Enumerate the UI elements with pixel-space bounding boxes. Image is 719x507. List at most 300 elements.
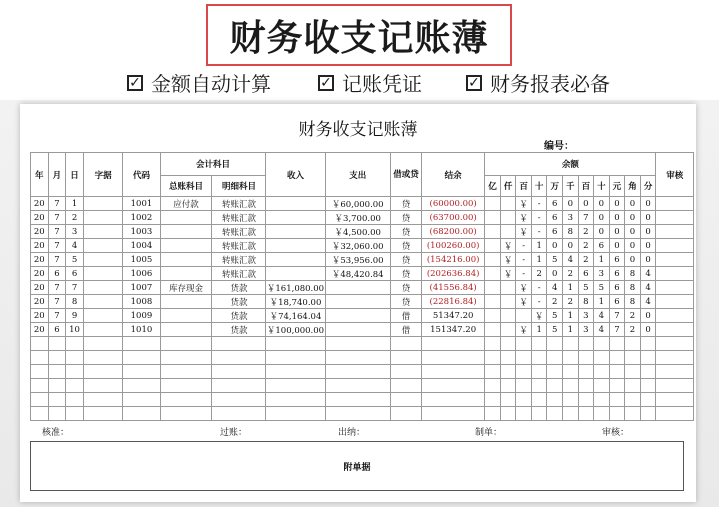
- empty-cell: [547, 407, 563, 421]
- empty-cell: [609, 337, 625, 351]
- cell-detail-account: 货款: [212, 323, 266, 337]
- cell-digit: 5: [547, 309, 563, 323]
- cell-year: 20: [31, 295, 49, 309]
- cell-detail-account: 转账汇款: [212, 225, 266, 239]
- empty-cell: [547, 365, 563, 379]
- audit-label: 审核：: [602, 428, 630, 438]
- cell-digit: [485, 239, 501, 253]
- cell-digit: 3: [594, 267, 610, 281]
- cell-digit: -: [531, 295, 547, 309]
- cell-digit: [485, 281, 501, 295]
- cell-expense: [325, 281, 390, 295]
- cell-digit: 4: [640, 267, 656, 281]
- header-year: 年: [31, 153, 49, 197]
- cell-digit: 0: [640, 309, 656, 323]
- cell-voucher: [83, 309, 122, 323]
- empty-cell: [31, 365, 49, 379]
- ledger-table: [30, 152, 694, 421]
- empty-cell: [422, 379, 485, 393]
- cell-digit: 0: [578, 197, 594, 211]
- cell-digit: [500, 323, 516, 337]
- empty-cell: [160, 379, 212, 393]
- empty-cell: [485, 407, 501, 421]
- cell-audit: [656, 239, 694, 253]
- cell-month: 7: [48, 211, 66, 225]
- empty-cell: [123, 365, 160, 379]
- feature-label: 财务报表必备: [490, 72, 610, 96]
- empty-cell: [500, 393, 516, 407]
- empty-cell: [390, 365, 421, 379]
- cell-digit: 2: [563, 267, 579, 281]
- cell-audit: [656, 197, 694, 211]
- empty-cell: [390, 351, 421, 365]
- cell-general-account: [160, 239, 212, 253]
- cell-year: 20: [31, 309, 49, 323]
- cell-debit-credit: 贷: [390, 267, 421, 281]
- cell-digit: 8: [625, 267, 641, 281]
- empty-cell: [625, 393, 641, 407]
- header-digit: 亿: [485, 176, 501, 197]
- cell-digit: 1: [594, 295, 610, 309]
- maker-label: 制单：: [475, 428, 503, 438]
- cell-digit: ￥: [531, 309, 547, 323]
- cell-digit: [485, 253, 501, 267]
- empty-cell: [640, 379, 656, 393]
- cell-digit: 4: [594, 323, 610, 337]
- empty-row: [31, 407, 694, 421]
- cell-day: 7: [66, 281, 84, 295]
- document-title: 财务收支记账薄: [298, 120, 418, 140]
- cell-year: 20: [31, 281, 49, 295]
- cell-digit: ￥: [516, 211, 532, 225]
- empty-cell: [66, 337, 84, 351]
- cell-balance: (60000.00): [422, 197, 485, 211]
- empty-cell: [485, 351, 501, 365]
- cell-digit: 5: [547, 253, 563, 267]
- empty-cell: [160, 351, 212, 365]
- header-remaining: 余额: [485, 153, 656, 176]
- header-expense: 支出: [325, 153, 390, 197]
- empty-cell: [625, 379, 641, 393]
- empty-cell: [390, 393, 421, 407]
- cell-balance: (202636.84): [422, 267, 485, 281]
- empty-cell: [578, 379, 594, 393]
- cell-year: 20: [31, 197, 49, 211]
- cell-digit: 1: [531, 253, 547, 267]
- cell-digit: 0: [640, 225, 656, 239]
- empty-cell: [422, 351, 485, 365]
- empty-cell: [485, 365, 501, 379]
- cell-general-account: 库存现金: [160, 281, 212, 295]
- empty-cell: [609, 407, 625, 421]
- cell-digit: [485, 295, 501, 309]
- cell-digit: 4: [563, 253, 579, 267]
- cell-digit: 2: [547, 295, 563, 309]
- cell-digit: -: [531, 211, 547, 225]
- cell-digit: 5: [594, 281, 610, 295]
- cell-month: 7: [48, 281, 66, 295]
- cell-digit: 1: [531, 239, 547, 253]
- cell-balance: (68200.00): [422, 225, 485, 239]
- empty-cell: [212, 365, 266, 379]
- cell-general-account: [160, 253, 212, 267]
- empty-cell: [212, 351, 266, 365]
- cell-income: [266, 239, 325, 253]
- empty-cell: [656, 351, 694, 365]
- check-icon: ✓: [318, 75, 334, 91]
- empty-cell: [325, 351, 390, 365]
- cell-income: ￥161,080.00: [266, 281, 325, 295]
- cell-digit: -: [531, 197, 547, 211]
- cell-digit: 7: [578, 211, 594, 225]
- cell-day: 10: [66, 323, 84, 337]
- cell-detail-account: 转账汇款: [212, 197, 266, 211]
- cell-debit-credit: 贷: [390, 239, 421, 253]
- cell-digit: 0: [625, 211, 641, 225]
- cell-detail-account: 转账汇款: [212, 211, 266, 225]
- empty-cell: [563, 407, 579, 421]
- cell-detail-account: 转账汇款: [212, 253, 266, 267]
- empty-cell: [500, 351, 516, 365]
- header-audit: 审核: [656, 153, 694, 197]
- empty-cell: [123, 393, 160, 407]
- empty-cell: [266, 407, 325, 421]
- cell-debit-credit: 贷: [390, 197, 421, 211]
- cell-day: 3: [66, 225, 84, 239]
- empty-cell: [266, 365, 325, 379]
- cell-digit: 0: [640, 197, 656, 211]
- empty-cell: [625, 351, 641, 365]
- cell-year: 20: [31, 323, 49, 337]
- cell-detail-account: 货款: [212, 281, 266, 295]
- cell-code: 1008: [123, 295, 160, 309]
- empty-cell: [325, 379, 390, 393]
- cell-audit: [656, 295, 694, 309]
- cell-digit: 8: [625, 281, 641, 295]
- table-row: [31, 211, 694, 225]
- post-label: 过账：: [220, 428, 248, 438]
- cell-digit: 8: [563, 225, 579, 239]
- cell-digit: 0: [547, 239, 563, 253]
- cell-debit-credit: 借: [390, 323, 421, 337]
- cell-debit-credit: 借: [390, 309, 421, 323]
- cell-day: 5: [66, 253, 84, 267]
- empty-cell: [485, 379, 501, 393]
- cell-year: 20: [31, 267, 49, 281]
- cell-voucher: [83, 253, 122, 267]
- empty-cell: [325, 337, 390, 351]
- cell-income: [266, 211, 325, 225]
- empty-cell: [640, 393, 656, 407]
- cell-digit: 1: [563, 281, 579, 295]
- cell-year: 20: [31, 211, 49, 225]
- cell-month: 7: [48, 309, 66, 323]
- cell-digit: 0: [640, 253, 656, 267]
- cell-digit: 3: [578, 309, 594, 323]
- header-digit: 元: [609, 176, 625, 197]
- cell-digit: 0: [640, 239, 656, 253]
- empty-cell: [123, 351, 160, 365]
- empty-cell: [531, 393, 547, 407]
- empty-cell: [656, 365, 694, 379]
- cell-year: 20: [31, 239, 49, 253]
- empty-row: [31, 379, 694, 393]
- cell-code: 1010: [123, 323, 160, 337]
- empty-cell: [160, 337, 212, 351]
- cell-voucher: [83, 225, 122, 239]
- cell-digit: 0: [594, 197, 610, 211]
- feature-list: [0, 68, 719, 100]
- cell-income: [266, 197, 325, 211]
- empty-cell: [325, 393, 390, 407]
- table-row: [31, 309, 694, 323]
- header-digit: 万: [547, 176, 563, 197]
- cell-digit: 0: [640, 211, 656, 225]
- cell-digit: 0: [625, 239, 641, 253]
- cell-audit: [656, 281, 694, 295]
- document-number-label: 编号：: [544, 141, 574, 152]
- cell-expense: ￥48,420.84: [325, 267, 390, 281]
- header-digit: 十: [531, 176, 547, 197]
- empty-cell: [640, 407, 656, 421]
- empty-cell: [266, 337, 325, 351]
- empty-cell: [625, 407, 641, 421]
- cell-digit: [485, 225, 501, 239]
- empty-cell: [531, 337, 547, 351]
- cell-digit: [485, 309, 501, 323]
- empty-cell: [266, 379, 325, 393]
- empty-cell: [594, 379, 610, 393]
- cell-digit: [500, 309, 516, 323]
- cell-digit: 1: [563, 323, 579, 337]
- empty-cell: [563, 393, 579, 407]
- empty-cell: [594, 365, 610, 379]
- empty-row: [31, 365, 694, 379]
- empty-cell: [31, 407, 49, 421]
- feature-item: [127, 68, 271, 97]
- cell-voucher: [83, 211, 122, 225]
- table-row: [31, 295, 694, 309]
- feature-label: 记账凭证: [342, 72, 422, 96]
- table-row: [31, 197, 694, 211]
- cell-digit: [500, 281, 516, 295]
- cell-digit: ￥: [516, 197, 532, 211]
- empty-cell: [531, 379, 547, 393]
- empty-cell: [31, 337, 49, 351]
- empty-cell: [66, 379, 84, 393]
- empty-cell: [212, 393, 266, 407]
- cell-month: 7: [48, 253, 66, 267]
- empty-cell: [594, 337, 610, 351]
- cell-year: 20: [31, 253, 49, 267]
- cell-income: ￥100,000.00: [266, 323, 325, 337]
- cell-expense: [325, 323, 390, 337]
- cell-voucher: [83, 323, 122, 337]
- cell-digit: 4: [640, 281, 656, 295]
- empty-cell: [83, 407, 122, 421]
- header-debit-credit: 借或贷: [390, 153, 421, 197]
- empty-cell: [48, 337, 66, 351]
- cell-balance: (22816.84): [422, 295, 485, 309]
- check-icon: ✓: [127, 75, 143, 91]
- cell-digit: 0: [625, 253, 641, 267]
- empty-cell: [547, 337, 563, 351]
- feature-item: [466, 68, 610, 97]
- empty-cell: [83, 365, 122, 379]
- cell-year: 20: [31, 225, 49, 239]
- empty-cell: [594, 393, 610, 407]
- empty-cell: [83, 393, 122, 407]
- ledger-body: [31, 197, 694, 421]
- empty-cell: [422, 393, 485, 407]
- cell-income: ￥18,740.00: [266, 295, 325, 309]
- feature-label: 金额自动计算: [151, 72, 271, 96]
- empty-cell: [160, 407, 212, 421]
- cell-general-account: [160, 211, 212, 225]
- empty-cell: [625, 337, 641, 351]
- cell-code: 1005: [123, 253, 160, 267]
- empty-cell: [547, 393, 563, 407]
- cell-expense: [325, 309, 390, 323]
- empty-cell: [66, 351, 84, 365]
- empty-cell: [594, 407, 610, 421]
- empty-cell: [656, 407, 694, 421]
- cell-digit: 2: [578, 225, 594, 239]
- empty-row: [31, 393, 694, 407]
- cell-digit: -: [516, 239, 532, 253]
- cell-digit: [500, 225, 516, 239]
- cell-digit: ￥: [516, 295, 532, 309]
- empty-cell: [66, 393, 84, 407]
- cell-digit: -: [531, 225, 547, 239]
- cell-digit: 0: [563, 197, 579, 211]
- cell-debit-credit: 贷: [390, 295, 421, 309]
- cell-code: 1007: [123, 281, 160, 295]
- cell-digit: -: [516, 267, 532, 281]
- cell-debit-credit: 贷: [390, 281, 421, 295]
- empty-cell: [578, 365, 594, 379]
- empty-cell: [578, 393, 594, 407]
- empty-cell: [31, 379, 49, 393]
- empty-cell: [325, 365, 390, 379]
- cell-general-account: 应付款: [160, 197, 212, 211]
- cell-digit: [500, 197, 516, 211]
- cell-code: 1002: [123, 211, 160, 225]
- cell-digit: [516, 309, 532, 323]
- cell-digit: 0: [609, 225, 625, 239]
- cell-digit: 6: [547, 211, 563, 225]
- cell-digit: 1: [594, 253, 610, 267]
- empty-cell: [563, 337, 579, 351]
- empty-cell: [422, 365, 485, 379]
- cell-digit: 6: [609, 267, 625, 281]
- cell-income: [266, 253, 325, 267]
- cell-income: ￥74,164.04: [266, 309, 325, 323]
- cell-balance: 151347.20: [422, 323, 485, 337]
- empty-cell: [516, 379, 532, 393]
- cell-digit: 0: [594, 225, 610, 239]
- cell-day: 8: [66, 295, 84, 309]
- cell-digit: 8: [578, 295, 594, 309]
- empty-cell: [48, 407, 66, 421]
- cell-expense: ￥3,700.00: [325, 211, 390, 225]
- cashier-label: 出纳：: [338, 428, 366, 438]
- header-code: 代码: [123, 153, 160, 197]
- cell-digit: 6: [609, 253, 625, 267]
- cell-digit: [500, 295, 516, 309]
- table-row: [31, 281, 694, 295]
- empty-cell: [485, 337, 501, 351]
- cell-detail-account: 转账汇款: [212, 267, 266, 281]
- cell-digit: 6: [547, 197, 563, 211]
- cell-expense: ￥4,500.00: [325, 225, 390, 239]
- cell-code: 1006: [123, 267, 160, 281]
- cell-digit: [500, 211, 516, 225]
- empty-cell: [609, 351, 625, 365]
- cell-digit: 6: [594, 239, 610, 253]
- empty-cell: [66, 407, 84, 421]
- cell-expense: ￥32,060.00: [325, 239, 390, 253]
- empty-cell: [563, 351, 579, 365]
- header-digit: 角: [625, 176, 641, 197]
- empty-cell: [563, 379, 579, 393]
- cell-digit: 6: [547, 225, 563, 239]
- cell-voucher: [83, 267, 122, 281]
- cell-expense: ￥53,956.00: [325, 253, 390, 267]
- cell-month: 7: [48, 239, 66, 253]
- cell-audit: [656, 309, 694, 323]
- cell-general-account: [160, 295, 212, 309]
- cell-expense: [325, 295, 390, 309]
- cell-digit: 2: [578, 253, 594, 267]
- cell-digit: 0: [609, 211, 625, 225]
- cell-code: 1001: [123, 197, 160, 211]
- header-digit: 千: [563, 176, 579, 197]
- cell-digit: 2: [578, 239, 594, 253]
- empty-cell: [500, 379, 516, 393]
- empty-cell: [516, 407, 532, 421]
- cell-digit: 0: [609, 197, 625, 211]
- attachment-label: 附单据: [343, 462, 371, 473]
- empty-cell: [422, 407, 485, 421]
- header-digit: 百: [578, 176, 594, 197]
- empty-cell: [266, 351, 325, 365]
- cell-digit: 7: [609, 309, 625, 323]
- empty-cell: [212, 379, 266, 393]
- cell-audit: [656, 253, 694, 267]
- cell-digit: 1: [563, 309, 579, 323]
- empty-cell: [563, 365, 579, 379]
- table-row: [31, 267, 694, 281]
- empty-cell: [500, 407, 516, 421]
- empty-cell: [123, 407, 160, 421]
- cell-digit: ￥: [500, 267, 516, 281]
- cell-balance: (154216.00): [422, 253, 485, 267]
- empty-cell: [266, 393, 325, 407]
- header-general-account: 总账科目: [160, 176, 212, 197]
- cell-digit: 6: [609, 281, 625, 295]
- cell-debit-credit: 贷: [390, 225, 421, 239]
- cell-code: 1009: [123, 309, 160, 323]
- cell-day: 1: [66, 197, 84, 211]
- cell-audit: [656, 323, 694, 337]
- cell-digit: 1: [531, 323, 547, 337]
- approve-label: 核准：: [42, 428, 70, 438]
- empty-cell: [516, 365, 532, 379]
- cell-debit-credit: 贷: [390, 211, 421, 225]
- empty-cell: [578, 351, 594, 365]
- empty-cell: [31, 351, 49, 365]
